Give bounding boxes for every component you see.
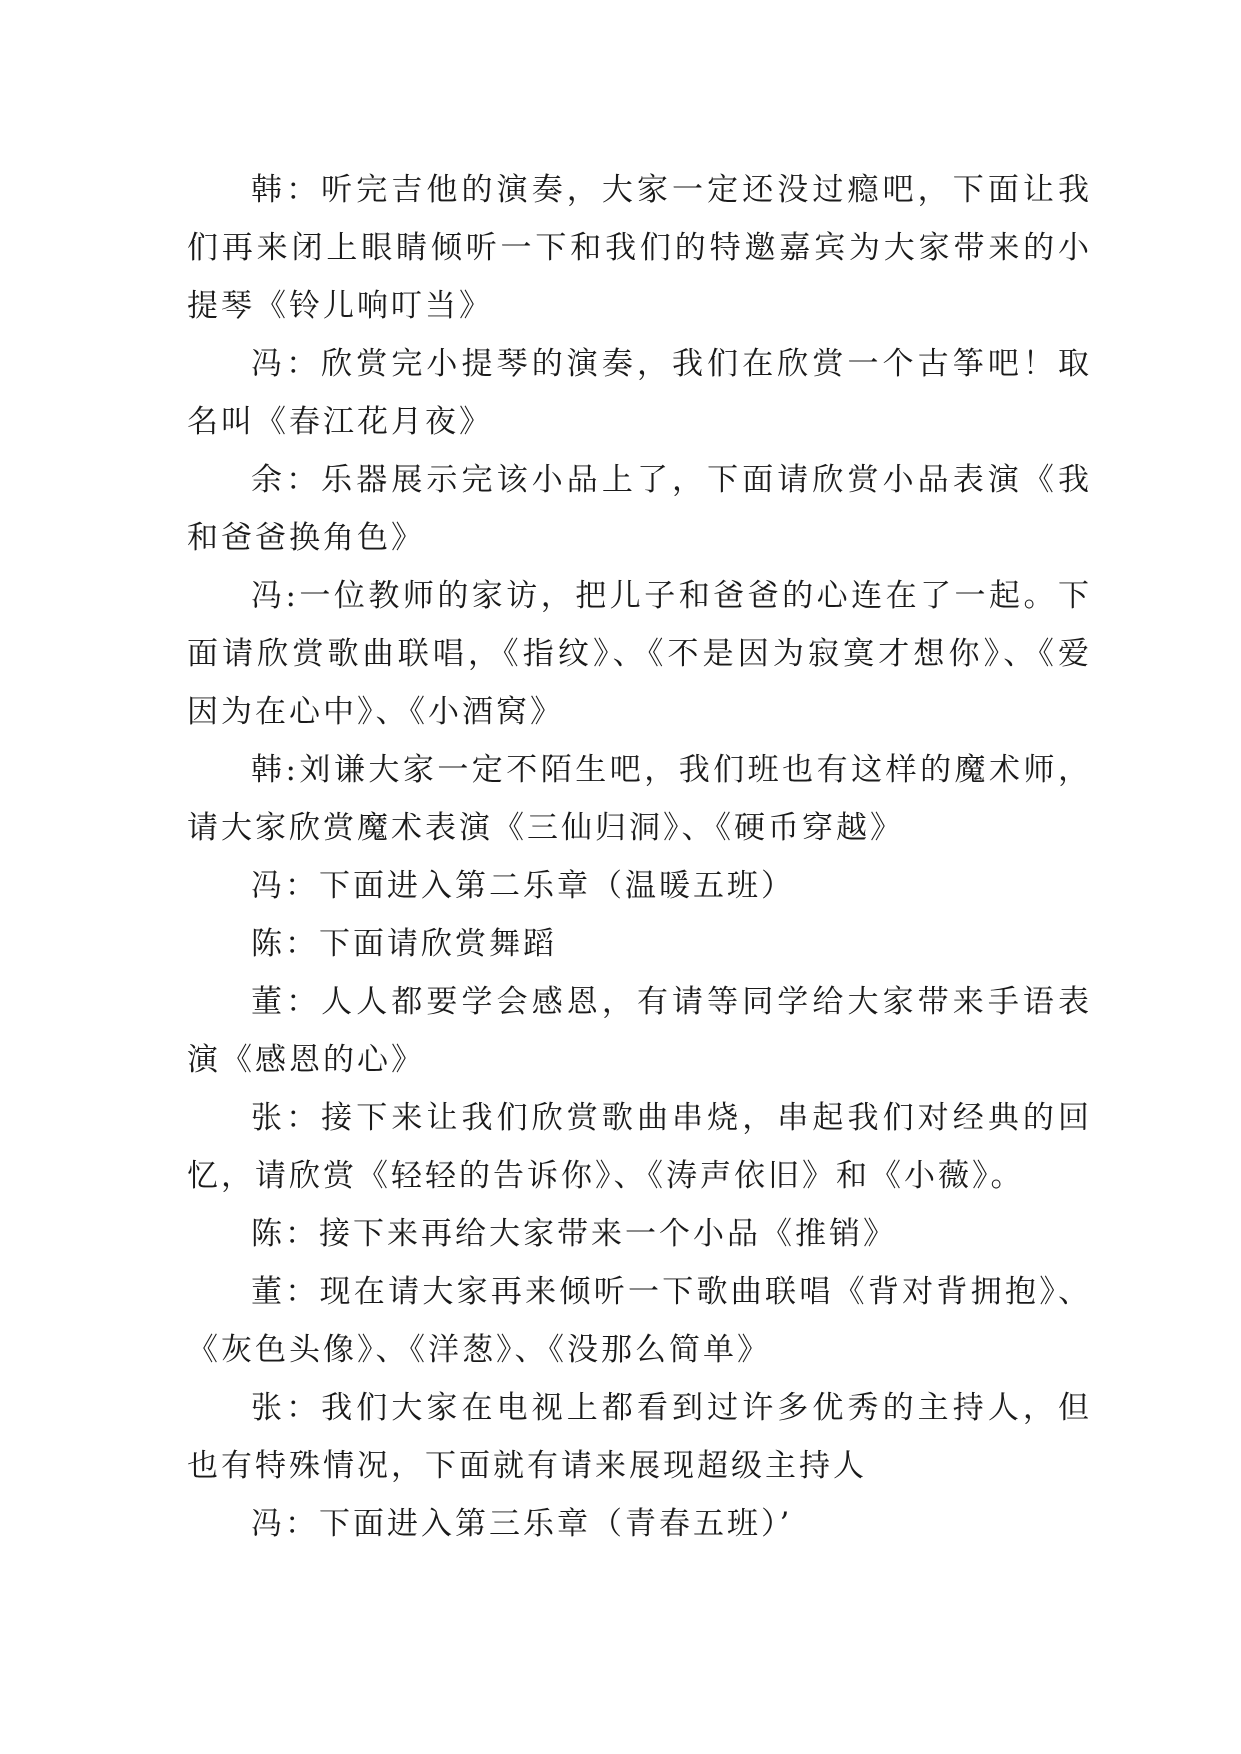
script-line: 陈：下面请欣赏舞蹈: [251, 926, 557, 962]
script-line: 张：我们大家在电视上都看到过许多优秀的主持人，但也有特殊情况，下面就有请来展现超级主持人: [187, 1390, 1092, 1484]
script-line: 余：乐器展示完该小品上了，下面请欣赏小品表演《我和爸爸换角色》: [187, 462, 1092, 556]
script-line: 陈：接下来再给大家带来一个小品《推销》: [251, 1216, 897, 1252]
script-line: 董：人人都要学会感恩，有请等同学给大家带来手语表演《感恩的心》: [187, 984, 1092, 1078]
script-body: [187, 161, 1092, 1553]
script-line: 冯:一位教师的家访，把儿子和爸爸的心连在了一起。下面请欣赏歌曲联唱，《指纹》、《不是因为寂寞才想你》、《爱因为在心中》、《小酒窝》: [187, 578, 1092, 730]
script-line: 董：现在请大家再来倾听一下歌曲联唱《背对背拥抱》、《灰色头像》、《洋葱》、《没那么简单》: [187, 1274, 1092, 1368]
script-line: 韩:刘谦大家一定不陌生吧，我们班也有这样的魔术师，请大家欣赏魔术表演《三仙归洞》、《硬币穿越》: [187, 752, 1092, 846]
script-line: 韩：听完吉他的演奏，大家一定还没过瘾吧，下面让我们再来闭上眼睛倾听一下和我们的特邀嘉宾为大家带来的小提琴《铃儿响叮当》: [187, 172, 1092, 324]
script-line: 冯：下面进入第二乐章（温暖五班）: [251, 868, 795, 904]
script-line: 冯：欣赏完小提琴的演奏，我们在欣赏一个古筝吧！取名叫《春江花月夜》: [187, 346, 1092, 440]
script-line: 张：接下来让我们欣赏歌曲串烧，串起我们对经典的回忆，请欣赏《轻轻的告诉你》、《涛声依旧》和《小薇》。: [187, 1100, 1092, 1194]
script-line: 冯：下面进入第三乐章（青春五班）’: [251, 1506, 793, 1542]
